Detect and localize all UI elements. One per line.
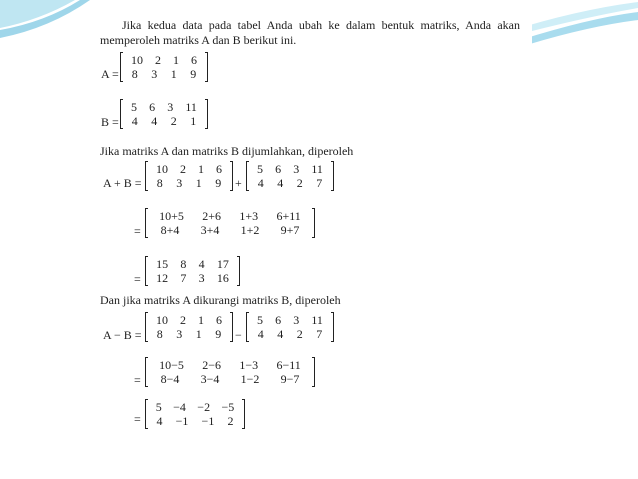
matrix-b [120, 100, 208, 128]
diff-label: A − B = [103, 328, 142, 342]
matrix-cell: 10 [156, 313, 168, 327]
matrix-cell: 1−2 [240, 372, 260, 386]
sum-equals-1: = [134, 224, 141, 238]
matrix-cell: 3 [176, 327, 183, 341]
matrix-cell: 8 [131, 67, 138, 81]
diff-matrix-b [246, 313, 334, 341]
matrix-cell: 10+5 [159, 209, 184, 223]
diff-equals-1: = [134, 373, 141, 387]
matrix-cell: 6 [275, 313, 282, 327]
matrix-cell: 6+11 [276, 209, 301, 223]
matrix-row [146, 271, 239, 285]
matrix-cell: 6 [275, 162, 282, 176]
matrix-cell: 3 [293, 162, 300, 176]
matrix-row [121, 114, 207, 128]
matrix-row [247, 327, 333, 341]
matrix-row [121, 100, 207, 114]
matrix-cell: 3 [151, 67, 158, 81]
matrix-cell: 1 [170, 67, 177, 81]
matrix-cell: −2 [197, 400, 211, 414]
matrix-cell: 3+4 [200, 223, 220, 237]
matrix-cell: 11 [185, 100, 197, 114]
matrix-cell: 11 [311, 162, 323, 176]
matrix-cell: 4 [198, 257, 205, 271]
matrix-cell: 2 [296, 176, 303, 190]
matrix-cell: 2 [170, 114, 177, 128]
matrix-cell: 1 [198, 162, 204, 176]
matrix-row [247, 176, 333, 190]
matrix-cell: 4 [257, 176, 264, 190]
matrix-cell: 1 [190, 114, 197, 128]
matrix-cell: 4 [156, 414, 163, 428]
matrix-row [146, 257, 239, 271]
matrix-cell: 8 [156, 327, 163, 341]
matrix-cell: 4 [151, 114, 158, 128]
matrix-cell: 1+2 [240, 223, 260, 237]
matrix-row [146, 313, 232, 327]
matrix-cell: −1 [175, 414, 189, 428]
matrix-cell: 7 [316, 176, 323, 190]
matrix-cell: 3−4 [200, 372, 220, 386]
matrix-cell: 5 [257, 313, 264, 327]
matrix-cell: 10 [156, 162, 168, 176]
matrix-cell: 15 [156, 257, 169, 271]
matrix-cell: 9−7 [280, 372, 300, 386]
matrix-row [121, 67, 207, 81]
matrix-cell: −5 [221, 400, 235, 414]
matrix-cell: 8−4 [160, 372, 180, 386]
diff-equals-2: = [134, 412, 141, 426]
matrix-row [146, 372, 314, 386]
matrix-cell: 6 [149, 100, 156, 114]
matrix-cell: 7 [316, 327, 323, 341]
matrix-cell: 17 [216, 257, 229, 271]
matrix-cell: 8 [180, 257, 187, 271]
matrix-cell: 2 [180, 313, 186, 327]
matrix-row [146, 209, 314, 223]
matrix-cell: 4 [277, 176, 284, 190]
matrix-cell: 6 [191, 53, 197, 67]
matrix-cell: 11 [311, 313, 323, 327]
matrix-cell: 1 [195, 176, 202, 190]
matrix-cell: 8+4 [160, 223, 180, 237]
sum-result-matrix [145, 257, 240, 285]
matrix-cell: 2−6 [202, 358, 222, 372]
matrix-cell: 1 [195, 327, 202, 341]
matrix-cell: 5 [155, 400, 162, 414]
matrix-row [247, 313, 333, 327]
minus-sign: − [235, 328, 242, 342]
diff-matrix-a [145, 313, 233, 341]
sum-intro: Jika matriks A dan matriks B dijumlahkan, diperoleh [100, 144, 354, 158]
matrix-cell: 2 [296, 327, 303, 341]
sum-equals-2: = [134, 272, 141, 286]
matrix-cell: 3 [176, 176, 183, 190]
matrix-cell: 4 [277, 327, 284, 341]
matrix-row [121, 53, 207, 67]
diff-result-matrix [145, 400, 245, 428]
diff-intro: Dan jika matriks A dikurangi matriks B, diperoleh [100, 293, 341, 307]
matrix-row [146, 414, 244, 428]
matrix-row [146, 400, 244, 414]
matrix-cell: 10 [131, 53, 143, 67]
matrix-cell: 16 [216, 271, 229, 285]
matrix-row [146, 176, 232, 190]
matrix-cell: 10−5 [159, 358, 184, 372]
matrix-a-label: A = [101, 67, 119, 81]
matrix-cell: 5 [257, 162, 264, 176]
matrix-cell: 9+7 [280, 223, 300, 237]
matrix-cell: 3 [167, 100, 174, 114]
sum-label: A + B = [103, 176, 142, 190]
matrix-cell: 6 [216, 162, 222, 176]
matrix-cell: 7 [180, 271, 187, 285]
matrix-a [120, 53, 208, 81]
matrix-cell: 9 [190, 67, 197, 81]
sum-matrix-a [145, 162, 233, 190]
matrix-cell: 4 [257, 327, 264, 341]
matrix-cell: 1 [198, 313, 204, 327]
matrix-row [146, 358, 314, 372]
intro-paragraph: Jika kedua data pada tabel Anda ubah ke dalam bentuk matriks, Anda akan memperoleh matriks A dan B berikut ini. [100, 18, 520, 47]
matrix-cell: 12 [156, 271, 169, 285]
matrix-cell: 2 [180, 162, 186, 176]
matrix-cell: −1 [201, 414, 215, 428]
document-page [95, 12, 532, 432]
matrix-b-label: B = [101, 115, 119, 129]
sum-matrix-b [246, 162, 334, 190]
matrix-cell: 5 [131, 100, 138, 114]
plus-sign: + [235, 176, 242, 190]
matrix-row [146, 327, 232, 341]
matrix-row [146, 223, 314, 237]
matrix-cell: 2 [155, 53, 161, 67]
matrix-cell: 4 [131, 114, 138, 128]
matrix-cell: 2 [227, 414, 234, 428]
sum-step-matrix [145, 209, 315, 237]
matrix-cell: −4 [173, 400, 186, 414]
matrix-cell: 6−11 [276, 358, 301, 372]
matrix-cell: 8 [156, 176, 163, 190]
matrix-cell: 1+3 [239, 209, 259, 223]
matrix-cell: 1 [173, 53, 179, 67]
matrix-cell: 1−3 [239, 358, 259, 372]
matrix-row [247, 162, 333, 176]
matrix-cell: 2+6 [202, 209, 222, 223]
matrix-cell: 3 [293, 313, 300, 327]
matrix-cell: 9 [215, 176, 222, 190]
diff-step-matrix [145, 358, 315, 386]
matrix-cell: 9 [215, 327, 222, 341]
matrix-cell: 6 [216, 313, 222, 327]
matrix-row [146, 162, 232, 176]
matrix-cell: 3 [198, 271, 205, 285]
